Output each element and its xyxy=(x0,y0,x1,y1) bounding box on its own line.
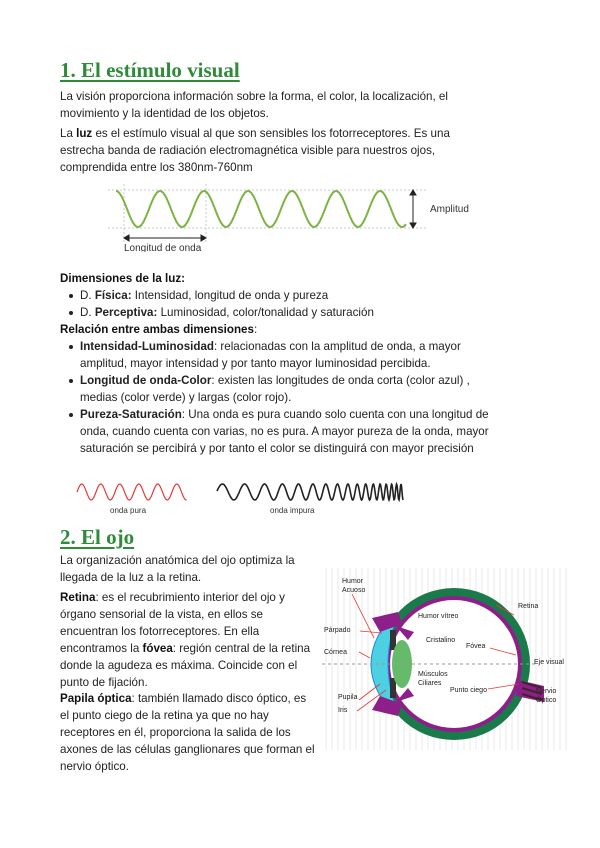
pure-impure-waves xyxy=(75,478,415,518)
label-nervio-2: Óptico xyxy=(536,697,557,704)
label-punto-ciego: Punto ciego xyxy=(450,687,487,694)
label-cornea: Córnea xyxy=(324,649,347,656)
label-cristalino: Cristalino xyxy=(426,637,456,644)
wavelength-arrow xyxy=(124,235,206,241)
label-fovea: Fóvea xyxy=(466,643,486,650)
section-1-title: 1. El estímulo visual xyxy=(60,58,240,82)
label-musculos-2: Ciliares xyxy=(418,680,442,687)
bullet-dot xyxy=(69,294,73,298)
relation-longitud: Longitud de onda-Color: existen las longitudes de onda corta (color azul) , medias (color verde) y largas (color rojo). xyxy=(80,374,470,404)
label-parpado: Párpado xyxy=(324,627,351,634)
bullet-dot xyxy=(69,413,73,417)
label-iris: Iris xyxy=(338,707,348,714)
paragraph-retina: Retina: es el recubrimiento interior del ojo y órgano sensorial de la vista, en ellos se encuentran los fotorreceptores. En ella encontramos la fóvea: región central de la retina donde la agudeza es máxima. Coincide con el punto de fijación. xyxy=(60,591,311,689)
impure-wave xyxy=(217,484,403,500)
bullet-dot xyxy=(69,379,73,383)
paragraph-luz: La luz es el estímulo visual al que son sensibles los fotorreceptores. Es una estrecha banda de radiación electromagnética visible para nuestros ojos, comprendida entre los 380nm-760nm xyxy=(60,127,450,174)
relation-intensidad: Intensidad-Luminosidad: relacionadas con la amplitud de onda, a mayor amplitud, mayor intensidad y por tanto mayor luminosidad percibida. xyxy=(80,340,461,370)
wavelength-amplitude-diagram xyxy=(108,180,483,252)
label-nervio: Nervio xyxy=(536,688,557,695)
relation-pureza: Pureza-Saturación: Una onda es pura cuando solo cuenta con una longitud de onda, cuando cuenta con varias, no es pura. A mayor pureza de la onda, mayor saturación se percibirá y por tanto el color se distinguirá con mayor precisión xyxy=(80,408,489,455)
dimensions-heading: Dimensiones de la luz: xyxy=(60,272,185,285)
section-2-title: 2. El ojo xyxy=(60,525,135,549)
label-humor-acuoso: Humor xyxy=(342,578,364,585)
label-retina: Retina xyxy=(518,603,539,610)
pure-wave xyxy=(77,484,187,500)
paragraph-vision: La visión proporciona información sobre la forma, el color, la localización, el movimiento y la identidad de los objetos. xyxy=(60,90,448,120)
amplitude-label: Amplitud xyxy=(430,204,469,215)
impure-wave-label: onda impura xyxy=(270,506,315,515)
relation-heading: Relación entre ambas dimensiones: xyxy=(60,323,258,336)
label-pupila: Pupila xyxy=(338,694,358,701)
green-sine-wave xyxy=(116,191,406,227)
dimension-fisica: D. Física: Intensidad, longitud de onda y pureza xyxy=(80,289,329,302)
eye-anatomy-diagram xyxy=(322,568,572,750)
label-humor-acuoso-2: Acuoso xyxy=(342,587,366,594)
paragraph-eye-intro: La organización anatómica del ojo optimiza la llegada de la luz a la retina. xyxy=(60,554,295,584)
label-eje-visual: Eje visual xyxy=(534,659,564,666)
pure-wave-label: onda pura xyxy=(110,506,147,515)
amplitude-arrow xyxy=(410,190,416,228)
bullet-dot xyxy=(69,311,73,315)
dimension-perceptiva: D. Perceptiva: Luminosidad, color/tonalidad y saturación xyxy=(80,306,374,319)
label-humor-vitreo: Humor vítreo xyxy=(418,613,459,620)
label-musculos: Músculos xyxy=(418,671,448,678)
bullet-dot xyxy=(69,345,73,349)
wavelength-label: Longitud de onda xyxy=(124,243,202,252)
paragraph-papila: Papila óptica: también llamado disco óptico, es el punto ciego de la retina ya que no hay receptores en él, proporciona la salida de los axones de las células ganglionares que forman el nervio óptico. xyxy=(60,692,315,773)
